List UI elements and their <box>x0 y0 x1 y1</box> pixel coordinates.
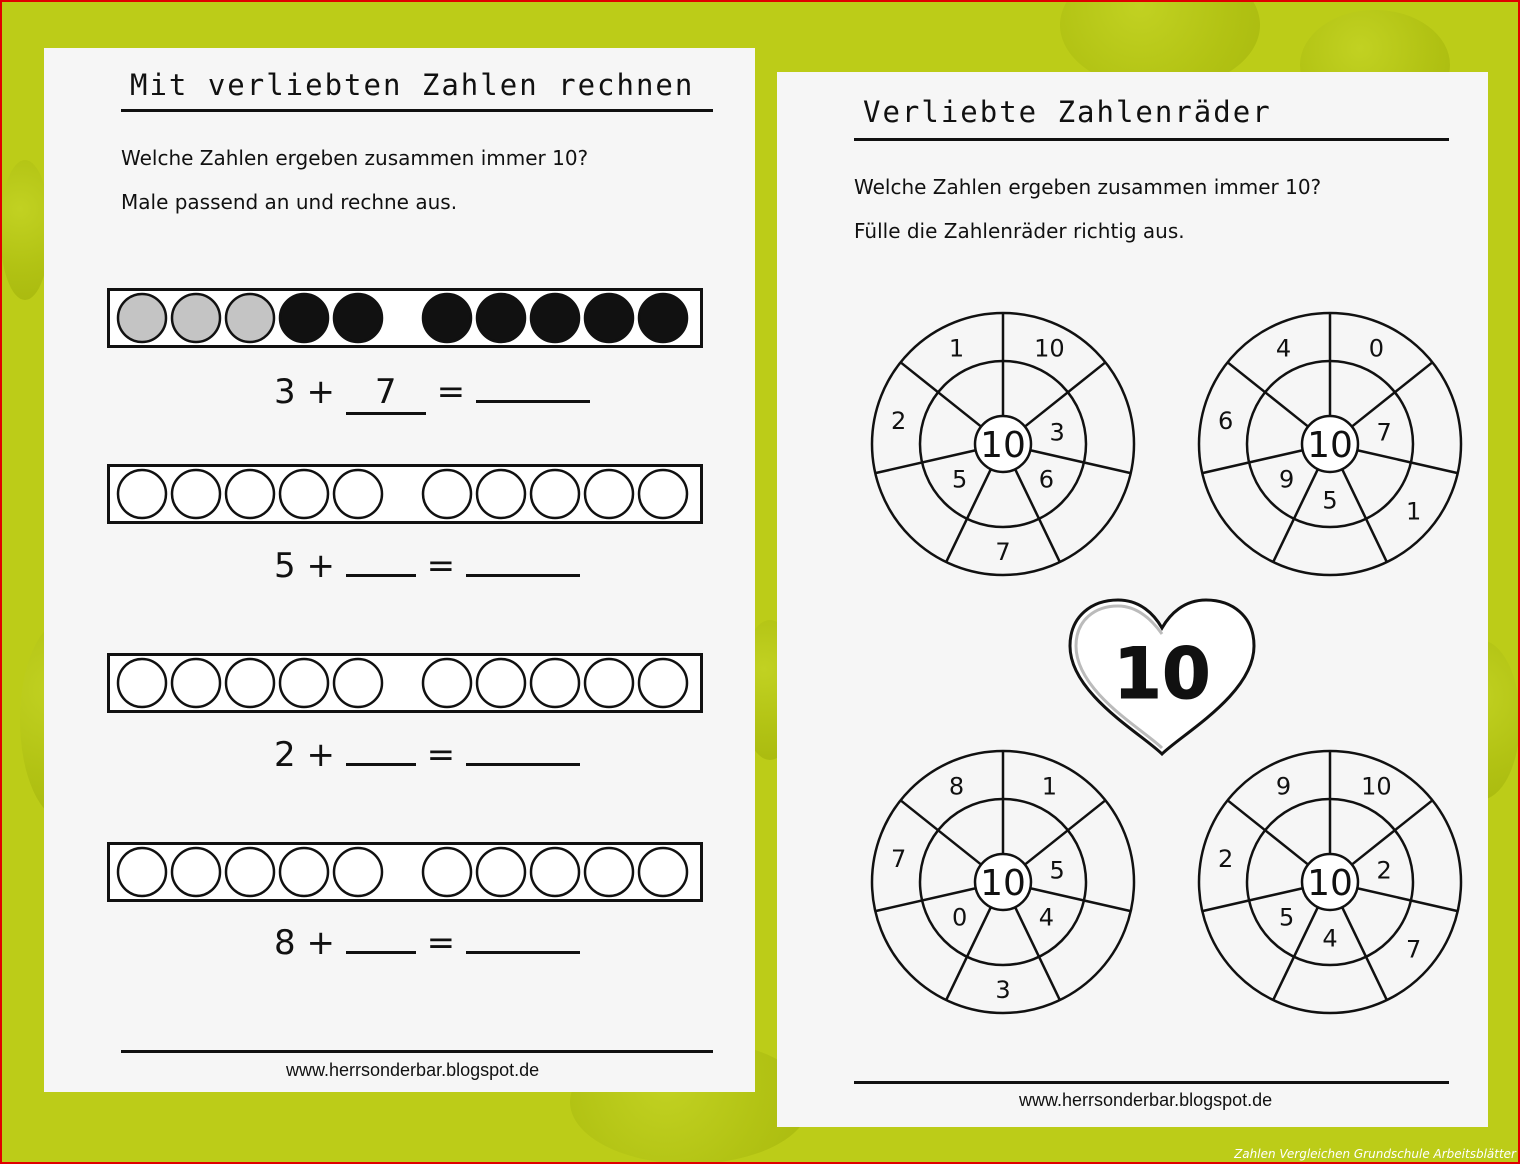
footer-url: www.herrsonderbar.blogspot.de <box>1019 1090 1273 1110</box>
instruction-line-2: Fülle die Zahlenräder richtig aus. <box>854 219 1185 243</box>
wheel-outer-empty[interactable] <box>903 497 935 525</box>
number-wheel-3[interactable] <box>870 746 1136 1018</box>
sum-blank[interactable] <box>466 951 580 954</box>
bead-row <box>110 656 700 710</box>
bead-row <box>110 467 700 521</box>
wheel-outer-number[interactable]: 9 <box>1275 772 1292 801</box>
equation-start: 5 + <box>274 546 335 586</box>
sum-blank[interactable] <box>466 574 580 577</box>
wheel-inner-number[interactable]: 5 <box>1278 903 1295 932</box>
number-wheel-4[interactable] <box>1197 746 1463 1018</box>
equals-sign: = <box>436 372 466 412</box>
sum-blank[interactable] <box>476 400 590 403</box>
wheel-outer-number[interactable]: 8 <box>948 772 965 801</box>
equals-sign: = <box>426 923 456 963</box>
instruction-line-1: Welche Zahlen ergeben zusammen immer 10? <box>121 146 589 170</box>
wheel-inner-number[interactable]: 5 <box>951 465 968 494</box>
equals-sign: = <box>426 546 456 586</box>
wheel-inner-number[interactable]: 4 <box>1038 903 1055 932</box>
bead-filled <box>639 294 687 342</box>
wheel-outer-empty[interactable] <box>1314 975 1346 1003</box>
bead-filled <box>585 294 633 342</box>
bead-rack-1[interactable] <box>107 288 703 348</box>
addend-blank[interactable] <box>346 574 416 577</box>
wheel-inner-empty[interactable] <box>965 382 993 406</box>
wheel-inner-number[interactable]: 9 <box>1278 465 1295 494</box>
title-underline <box>121 109 713 112</box>
wheel-inner-empty[interactable] <box>935 858 963 882</box>
instruction-line-2: Male passend an und rechne aus. <box>121 190 458 214</box>
bead-filled <box>334 294 382 342</box>
equation-3 <box>274 735 580 775</box>
bead-filled <box>531 294 579 342</box>
number-wheel-2[interactable] <box>1197 308 1463 580</box>
wheel-outer-number[interactable]: 2 <box>891 407 907 436</box>
bead-colored <box>172 294 220 342</box>
image-caption: Zahlen Vergleichen Grundschule Arbeitsblätter <box>1234 1147 1516 1161</box>
bead-filled <box>280 294 328 342</box>
addend-blank[interactable] <box>346 951 416 954</box>
wheel-inner-number[interactable]: 5 <box>1322 486 1338 515</box>
bead-row <box>110 291 700 345</box>
wheel-outer-number[interactable]: 6 <box>1218 407 1234 436</box>
instruction-line-1: Welche Zahlen ergeben zusammen immer 10? <box>854 175 1322 199</box>
wheel-outer-empty[interactable] <box>903 935 935 963</box>
equals-sign: = <box>426 735 456 775</box>
number-wheel-1[interactable] <box>870 308 1136 580</box>
wheel-outer-number[interactable]: 10 <box>1034 334 1065 363</box>
addend-blank[interactable] <box>346 763 416 766</box>
wheel-inner-number[interactable]: 2 <box>1376 856 1392 885</box>
wheel-outer-number[interactable]: 7 <box>995 538 1011 566</box>
bead-filled <box>423 294 471 342</box>
wheel-outer-empty[interactable] <box>1418 844 1450 872</box>
wheel-inner-number[interactable]: 5 <box>1049 856 1065 885</box>
wheel-inner-empty[interactable] <box>965 820 993 844</box>
wheel-inner-empty[interactable] <box>989 488 1017 512</box>
footer-rule <box>121 1050 713 1053</box>
wheel-inner-empty[interactable] <box>1013 820 1041 844</box>
wheel-inner-empty[interactable] <box>1262 420 1290 444</box>
wheel-outer-empty[interactable] <box>1091 406 1123 434</box>
equation-start: 3 + <box>274 372 335 412</box>
wheel-inner-number[interactable]: 3 <box>1049 418 1065 447</box>
wheel-outer-number[interactable]: 0 <box>1368 334 1385 363</box>
footer-url: www.herrsonderbar.blogspot.de <box>286 1060 540 1080</box>
worksheet-right <box>777 72 1488 1127</box>
bead-filled <box>477 294 525 342</box>
wheel-inner-empty[interactable] <box>1340 820 1368 844</box>
heart-number: 10 <box>1113 633 1211 715</box>
equation-start: 2 + <box>274 735 335 775</box>
wheel-center-number: 10 <box>1307 863 1353 904</box>
wheel-outer-number[interactable]: 1 <box>948 334 965 363</box>
wheel-inner-number[interactable]: 0 <box>951 903 968 932</box>
wheel-outer-empty[interactable] <box>1071 497 1103 525</box>
footer-rule <box>854 1081 1449 1084</box>
wheel-inner-empty[interactable] <box>1013 382 1041 406</box>
equation-2 <box>274 546 580 586</box>
bead-rack-3[interactable] <box>107 653 703 713</box>
wheel-outer-number[interactable]: 1 <box>1041 772 1058 801</box>
wheel-outer-empty[interactable] <box>1230 497 1262 525</box>
wheel-inner-empty[interactable] <box>1292 382 1320 406</box>
wheel-inner-empty[interactable] <box>989 926 1017 950</box>
sheet-title: Verliebte Zahlenräder <box>863 95 1272 129</box>
bead-rack-2[interactable] <box>107 464 703 524</box>
addend-answer[interactable]: 7 <box>346 372 426 415</box>
bead-row <box>110 845 700 899</box>
wheel-inner-empty[interactable] <box>1292 820 1320 844</box>
wheel-center-number: 10 <box>980 863 1026 904</box>
equation-start: 8 + <box>274 923 335 963</box>
title-underline <box>854 138 1449 141</box>
wheel-outer-number[interactable]: 7 <box>891 845 907 874</box>
wheel-inner-number[interactable]: 7 <box>1376 418 1392 447</box>
wheel-outer-number[interactable]: 7 <box>1406 935 1422 964</box>
wheel-inner-empty[interactable] <box>1262 858 1290 882</box>
heart-icon <box>1062 594 1262 764</box>
bead-colored <box>118 294 166 342</box>
wheel-outer-empty[interactable] <box>1314 537 1346 565</box>
wheel-outer-empty[interactable] <box>1071 935 1103 963</box>
wheel-center-number: 10 <box>980 425 1026 466</box>
wheel-outer-number[interactable]: 3 <box>995 976 1011 1004</box>
bead-colored <box>226 294 274 342</box>
wheel-inner-empty[interactable] <box>1359 905 1387 929</box>
wheel-inner-number[interactable]: 4 <box>1322 924 1338 953</box>
worksheet-left <box>44 48 755 1092</box>
equation-1 <box>274 372 590 415</box>
sheet-title: Mit verliebten Zahlen rechnen <box>130 68 695 102</box>
wheel-inner-empty[interactable] <box>935 420 963 444</box>
wheel-center-number: 10 <box>1307 425 1353 466</box>
wheel-inner-number[interactable]: 6 <box>1038 465 1055 494</box>
wheel-outer-number[interactable]: 1 <box>1406 497 1422 526</box>
wheel-inner-empty[interactable] <box>1340 382 1368 406</box>
wheel-outer-empty[interactable] <box>1091 844 1123 872</box>
wheel-inner-empty[interactable] <box>1359 467 1387 491</box>
wheel-outer-empty[interactable] <box>1230 935 1262 963</box>
wheel-outer-number[interactable]: 2 <box>1218 845 1234 874</box>
wheel-outer-number[interactable]: 10 <box>1361 772 1392 801</box>
wheel-outer-number[interactable]: 4 <box>1275 334 1292 363</box>
bead-rack-4[interactable] <box>107 842 703 902</box>
wheel-outer-empty[interactable] <box>1418 406 1450 434</box>
equation-4 <box>274 923 580 963</box>
sum-blank[interactable] <box>466 763 580 766</box>
